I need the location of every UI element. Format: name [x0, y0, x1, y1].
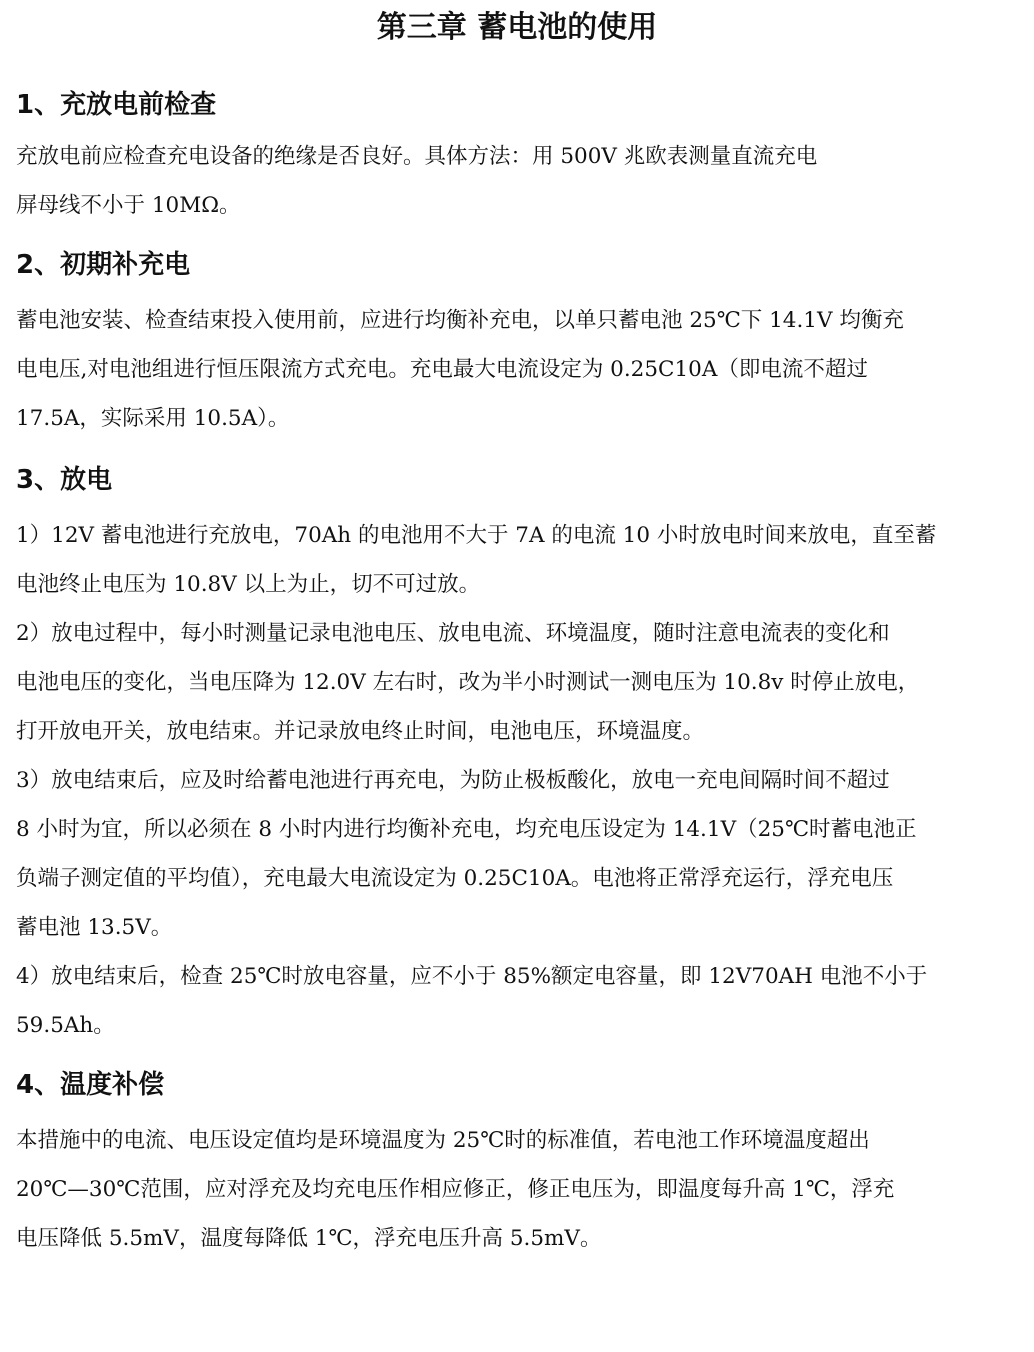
- section-2-paragraph: [14, 296, 1020, 443]
- section-heading-3: 3、放电: [16, 465, 113, 495]
- chapter-title: 第三章 蓄电池的使用: [376, 10, 658, 45]
- paragraph-line: 59.5Ah。: [16, 1013, 115, 1038]
- paragraph-line: 3）放电结束后，应及时给蓄电池进行再充电，为防止极板酸化，放电一充电间隔时间不超过: [16, 768, 890, 793]
- paragraph-line: 电池电压的变化，当电压降为 12.0V 左右时，改为半小时测试一测电压为 10.8v 时停止放电，: [16, 670, 920, 695]
- paragraph-line: 充放电前应检查充电设备的绝缘是否良好。具体方法：用 500V 兆欧表测量直流充电: [16, 144, 818, 169]
- section-1-paragraph: [14, 132, 1020, 230]
- section-heading-1: 1、充放电前检查: [16, 90, 217, 120]
- paragraph-line: 屏母线不小于 10MΩ。: [16, 193, 241, 218]
- paragraph-line: 电压降低 5.5mV，温度每降低 1℃，浮充电压升高 5.5mV。: [16, 1226, 602, 1251]
- list-item: [14, 952, 1020, 1050]
- paragraph-line: 1）12V 蓄电池进行充放电，70Ah 的电池用不大于 7A 的电流 10 小时放电时间来放电，直至蓄: [16, 523, 937, 548]
- paragraph-line: 电池终止电压为 10.8V 以上为止，切不可过放。: [16, 572, 481, 597]
- section-heading-2: 2、初期补充电: [16, 250, 191, 280]
- section-heading-4: 4、温度补偿: [16, 1070, 165, 1100]
- list-item: [14, 756, 1020, 952]
- paragraph-line: 负端子测定值的平均值），充电最大电流设定为 0.25C10A。电池将正常浮充运行，浮充电压: [16, 866, 894, 891]
- paragraph-line: 蓄电池安装、检查结束投入使用前，应进行均衡补充电，以单只蓄电池 25℃下 14.1V 均衡充: [16, 308, 904, 333]
- paragraph-line: 电电压,对电池组进行恒压限流方式充电。充电最大电流设定为 0.25C10A（即电流不超过: [16, 357, 868, 382]
- paragraph-line: 17.5A，实际采用 10.5A）。: [16, 406, 290, 431]
- paragraph-line: 2）放电过程中，每小时测量记录电池电压、放电电流、环境温度，随时注意电流表的变化和: [16, 621, 890, 646]
- section-3-list: [14, 511, 1020, 1050]
- paragraph-line: 4）放电结束后，检查 25℃时放电容量，应不小于 85%额定电容量，即 12V70AH 电池不小于: [16, 964, 928, 989]
- paragraph-line: 本措施中的电流、电压设定值均是环境温度为 25℃时的标准值，若电池工作环境温度超出: [16, 1128, 870, 1153]
- list-item: [14, 511, 1020, 609]
- section-4-paragraph: [14, 1116, 1020, 1263]
- paragraph-line: 蓄电池 13.5V。: [16, 915, 173, 940]
- list-item: [14, 609, 1020, 756]
- paragraph-line: 20℃—30℃范围，应对浮充及均充电压作相应修正，修正电压为，即温度每升高 1℃，浮充: [16, 1177, 895, 1202]
- paragraph-line: 打开放电开关，放电结束。并记录放电终止时间，电池电压，环境温度。: [16, 719, 705, 744]
- paragraph-line: 8 小时为宜，所以必须在 8 小时内进行均衡补充电，均充电压设定为 14.1V（25℃时蓄电池正: [16, 817, 917, 842]
